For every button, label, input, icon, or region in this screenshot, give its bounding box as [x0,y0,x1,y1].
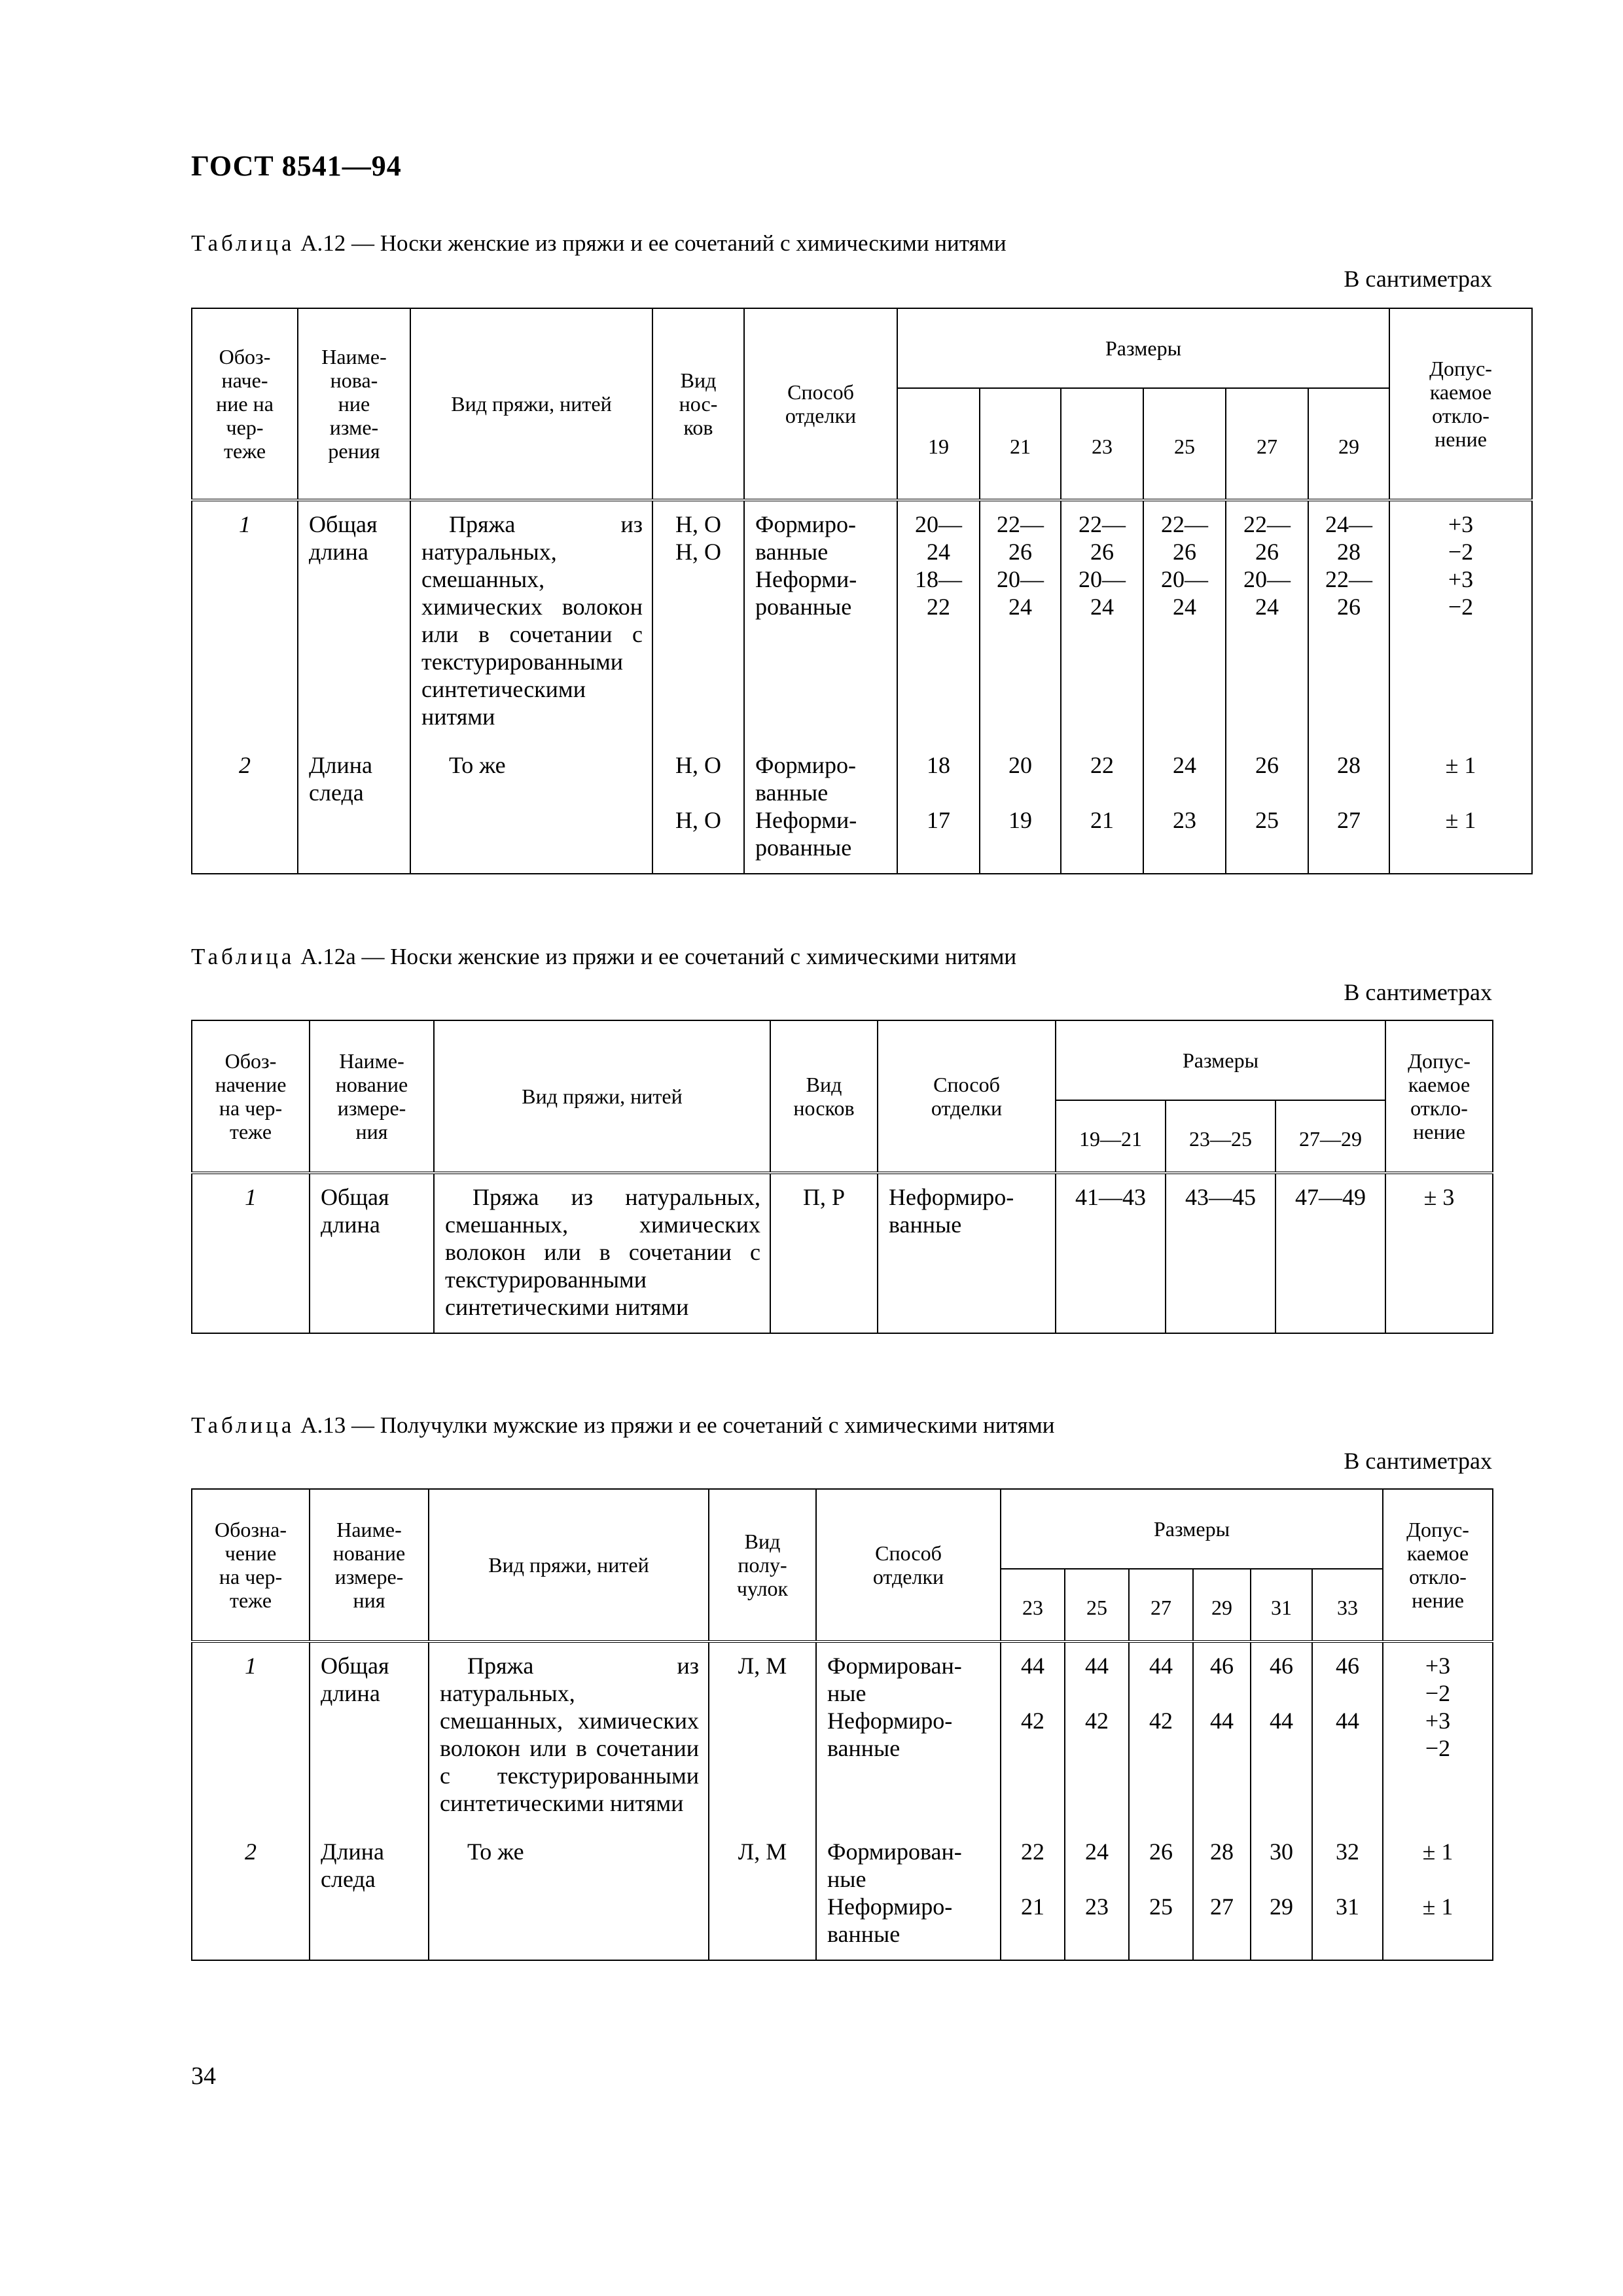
header-designation: Обоз- начение на чер- теже [192,1020,310,1173]
size-value: 22— 26 [1079,511,1126,565]
header-tolerance: Допус- каемое откло- нение [1389,308,1532,500]
size-value: 32 [1336,1839,1359,1865]
header-tolerance: Допус- каемое откло- нение [1383,1489,1493,1641]
sock-type [652,742,744,874]
header-sock-type: Вид нос- ков [652,308,744,500]
table-a12-caption [191,230,1007,257]
finish-value: Неформи- рованные [755,566,857,620]
header-measure-name: Наиме- нование измере- ния [310,1020,434,1173]
size-value: 44 [1149,1653,1173,1679]
header-halfhose-type: Вид полу- чулок [709,1489,816,1641]
size-col: 27 [1226,388,1308,500]
size-cell [1061,742,1143,874]
size-value: 44 [1270,1708,1293,1734]
table-row [192,1641,1493,1829]
size-cell [1308,742,1389,874]
size-col: 25 [1065,1569,1129,1641]
size-value: 20 [1008,752,1032,778]
size-col: 19 [897,388,980,500]
measure-name: Общая длина [310,1641,429,1829]
size-value: 46 [1336,1653,1359,1679]
size-value: 19 [1008,807,1032,833]
header-measure-name: Наиме- нова- ние изме- рения [298,308,410,500]
size-value: 24 [1085,1839,1109,1865]
size-cell: 43—45 [1166,1173,1275,1333]
tolerance-value: +3 −2 [1425,1653,1451,1706]
tolerance-cell [1383,1829,1493,1960]
finish-value: Формирован- ные [827,1839,962,1892]
table-a12a [191,1020,1493,1334]
row-number: 1 [192,1641,310,1829]
units-label: В сантиметрах [1344,979,1492,1005]
size-cell [1251,1641,1312,1829]
tolerance-value: +3 −2 [1425,1708,1451,1761]
size-cell [980,742,1061,874]
header-finish-method: Способ отделки [744,308,897,500]
size-value: 22 [1090,752,1114,778]
size-value: 22— 26 [997,511,1044,565]
finish-method [816,1641,1001,1829]
size-value: 44 [1085,1653,1109,1679]
size-value: 26 [1255,752,1279,778]
size-value: 28 [1210,1839,1234,1865]
row-number: 1 [192,500,298,742]
size-cell [1251,1829,1312,1960]
size-col: 29 [1193,1569,1251,1641]
tolerance-cell [1389,500,1532,742]
header-designation: Обозна- чение на чер- теже [192,1489,310,1641]
tolerance-value: +3 −2 [1448,566,1474,620]
size-cell [1129,1829,1193,1960]
table-row [192,1173,1493,1333]
size-value: 18 [927,752,950,778]
size-value: 20— 24 [1161,566,1208,620]
tolerance-cell: ± 3 [1385,1173,1493,1333]
size-value: 25 [1149,1893,1173,1920]
finish-method [744,742,897,874]
finish-value: Неформи- рованные [755,807,857,861]
size-value: 46 [1210,1653,1234,1679]
table-a12a-caption [191,944,1016,970]
size-value: 20— 24 [915,511,962,565]
size-value: 22— 26 [1243,511,1291,565]
size-value: 27 [1210,1893,1234,1920]
size-col: 19—21 [1056,1100,1166,1173]
yarn-text: То же [449,752,506,778]
yarn-text: Пряжа из натуральных, смешанных, химических волокон или в сочетании с текстурированными синтетическими нитями [440,1653,699,1816]
header-sizes: Размеры [1056,1020,1385,1100]
size-cell [1308,500,1389,742]
yarn-type [429,1829,709,1960]
measure-name: Длина следа [310,1829,429,1960]
finish-method: Неформиро- ванные [878,1173,1056,1333]
size-value: 44 [1210,1708,1234,1734]
yarn-type [410,742,652,874]
yarn-text: То же [467,1839,524,1865]
header-finish-method: Способ отделки [878,1020,1056,1173]
row-number: 2 [192,1829,310,1960]
halfhose-type: Л, М [709,1829,816,1960]
tolerance-value: +3 −2 [1448,511,1474,565]
size-value: 29 [1270,1893,1293,1920]
sock-type-value: Н, О [675,807,721,833]
header-finish-method: Способ отделки [816,1489,1001,1641]
header-measure-name: Наиме- нование измере- ния [310,1489,429,1641]
size-cell [1226,500,1308,742]
row-number: 1 [192,1173,310,1333]
size-cell [1312,1641,1383,1829]
size-cell [1143,742,1226,874]
size-cell [1065,1829,1129,1960]
finish-method [744,500,897,742]
sock-type: П, Р [770,1173,878,1333]
finish-method [816,1829,1001,1960]
caption-text: А.12 — Носки женские из пряжи и ее сочетаний с химическими нитями [300,230,1007,256]
size-cell [1193,1641,1251,1829]
yarn-type [410,500,652,742]
size-cell [1226,742,1308,874]
size-value: 42 [1085,1708,1109,1734]
size-cell [1001,1641,1065,1829]
size-value: 24 [1173,752,1196,778]
size-cell [1001,1829,1065,1960]
finish-value: Формиро- ванные [755,511,856,565]
document-code: ГОСТ 8541—94 [191,150,402,182]
measure-name: Общая длина [310,1173,434,1333]
units-label: В сантиметрах [1344,1448,1492,1474]
finish-value: Неформиро- ванные [827,1893,953,1947]
caption-label: Таблица [191,230,295,256]
caption-label: Таблица [191,1412,295,1438]
header-yarn-type: Вид пряжи, нитей [434,1020,770,1173]
table-a12 [191,308,1533,874]
header-yarn-type: Вид пряжи, нитей [410,308,652,500]
size-cell [1312,1829,1383,1960]
size-col: 27—29 [1275,1100,1385,1173]
table-a13 [191,1488,1493,1961]
size-value: 22 [1021,1839,1044,1865]
sock-type-value: Н, О [675,539,721,565]
size-cell: 47—49 [1275,1173,1385,1333]
size-value: 21 [1021,1893,1044,1920]
size-cell [1143,500,1226,742]
size-value: 20— 24 [1079,566,1126,620]
size-col: 23 [1001,1569,1065,1641]
header-yarn-type: Вид пряжи, нитей [429,1489,709,1641]
size-col: 23 [1061,388,1143,500]
size-value: 44 [1021,1653,1044,1679]
finish-value: Неформиро- ванные [827,1708,953,1761]
size-value: 42 [1149,1708,1173,1734]
finish-value: Формирован- ные [827,1653,962,1706]
tolerance-value: ± 1 [1445,752,1476,778]
yarn-type [429,1641,709,1829]
size-col: 31 [1251,1569,1312,1641]
caption-label: Таблица [191,944,295,969]
units-label: В сантиметрах [1344,266,1492,292]
size-value: 18— 22 [915,566,962,620]
header-sizes: Размеры [1001,1489,1383,1569]
size-value: 17 [927,807,950,833]
yarn-type [434,1173,770,1333]
sock-type-value: Н, О [675,752,721,778]
finish-value: Формиро- ванные [755,752,856,806]
size-value: 27 [1337,807,1361,833]
size-cell: 41—43 [1056,1173,1166,1333]
size-value: 20— 24 [1243,566,1291,620]
header-sock-type: Вид носков [770,1020,878,1173]
size-cell [980,500,1061,742]
size-cell [1061,500,1143,742]
size-cell [1129,1641,1193,1829]
tolerance-value: ± 1 [1422,1839,1454,1865]
size-col: 23—25 [1166,1100,1275,1173]
caption-text: А.12а — Носки женские из пряжи и ее сочетаний с химическими нитями [300,944,1017,969]
header-sizes: Размеры [897,308,1389,388]
tolerance-cell [1389,742,1532,874]
size-value: 25 [1255,807,1279,833]
size-col: 27 [1129,1569,1193,1641]
size-value: 23 [1173,807,1196,833]
size-value: 28 [1337,752,1361,778]
size-col: 21 [980,388,1061,500]
yarn-text: Пряжа из натуральных, смешанных, химических волокон или в сочетании с текстурированными синтетическими нитями [421,511,643,730]
table-row [192,500,1532,742]
size-value: 21 [1090,807,1114,833]
size-value: 20— 24 [997,566,1044,620]
size-value: 44 [1336,1708,1359,1734]
tolerance-value: ± 1 [1445,807,1476,833]
measure-name: Общая длина [298,500,410,742]
size-cell [1193,1829,1251,1960]
size-value: 30 [1270,1839,1293,1865]
yarn-text: Пряжа из натуральных, смешанных, химических волокон или в сочетании с текстурированными синтетическими нитями [445,1184,760,1320]
size-value: 23 [1085,1893,1109,1920]
size-value: 24— 28 [1325,511,1372,565]
halfhose-type: Л, М [709,1641,816,1829]
size-value: 26 [1149,1839,1173,1865]
sock-type-value: Н, О [675,511,721,537]
table-row [192,742,1532,874]
tolerance-value: ± 1 [1422,1893,1454,1920]
table-row [192,1829,1493,1960]
size-value: 31 [1336,1893,1359,1920]
size-cell [897,742,980,874]
header-designation: Обоз- наче- ние на чер- теже [192,308,298,500]
caption-text: А.13 — Получулки мужские из пряжи и ее сочетаний с химическими нитями [300,1412,1055,1438]
size-cell [897,500,980,742]
tolerance-cell [1383,1641,1493,1829]
header-tolerance: Допус- каемое откло- нение [1385,1020,1493,1173]
size-cell [1065,1641,1129,1829]
size-value: 22— 26 [1325,566,1372,620]
page-number: 34 [191,2062,216,2090]
size-value: 46 [1270,1653,1293,1679]
size-col: 33 [1312,1569,1383,1641]
size-value: 22— 26 [1161,511,1208,565]
measure-name: Длина следа [298,742,410,874]
table-a13-caption [191,1412,1054,1439]
sock-type [652,500,744,742]
size-value: 42 [1021,1708,1044,1734]
size-col: 29 [1308,388,1389,500]
row-number: 2 [192,742,298,874]
size-col: 25 [1143,388,1226,500]
